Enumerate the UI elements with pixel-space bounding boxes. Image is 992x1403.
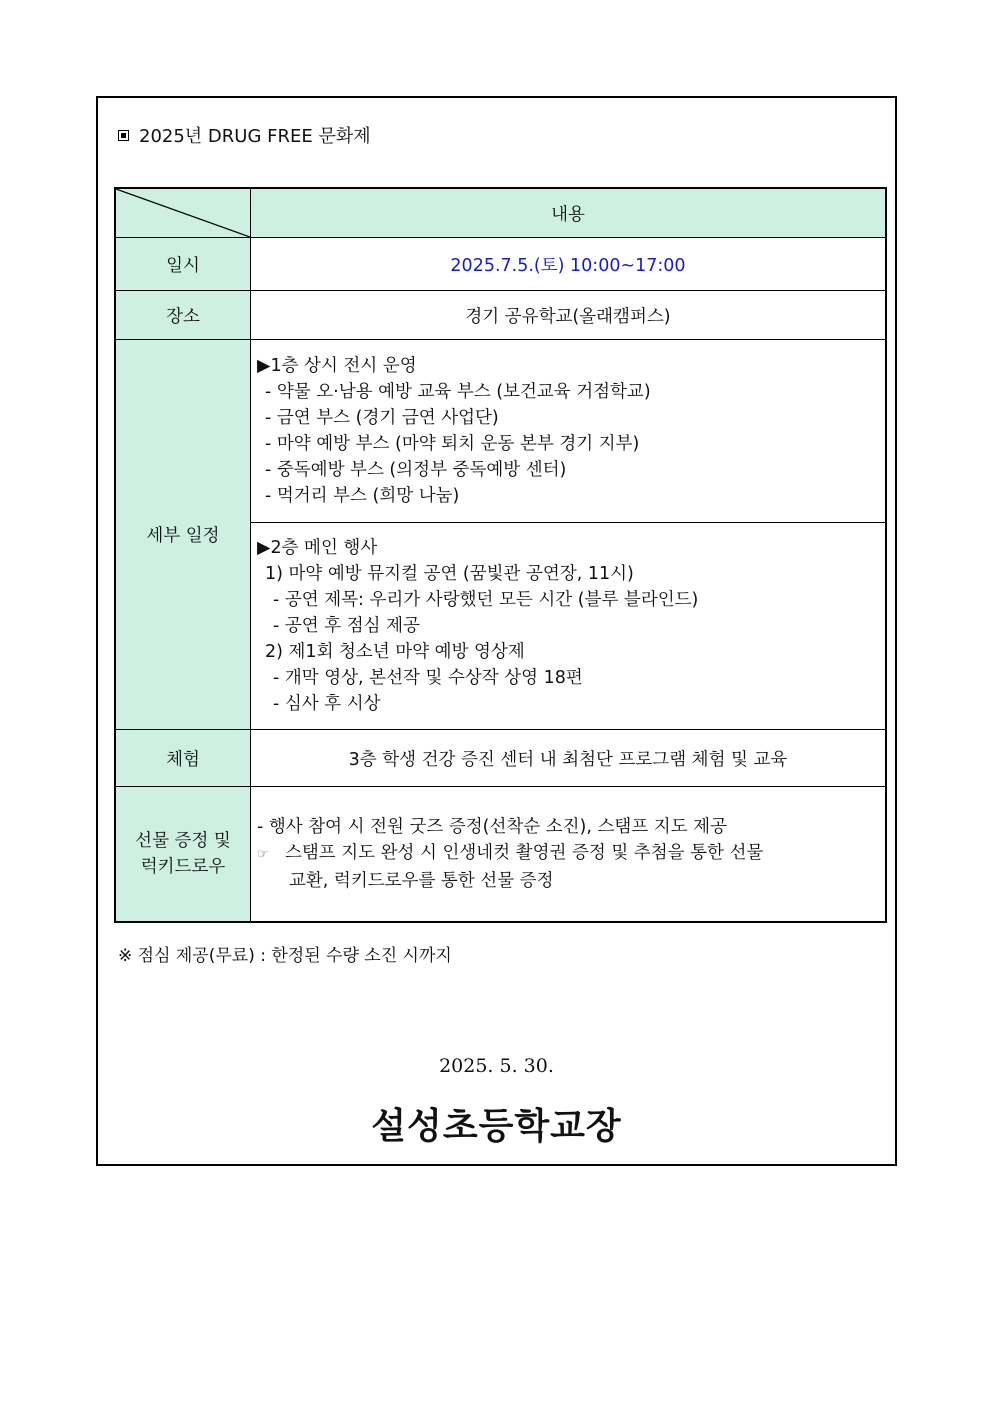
diagonal-corner-cell	[115, 188, 251, 238]
gifts-label-line2: 럭키드로우	[140, 857, 226, 877]
signer-name: 설성초등학교장	[371, 1106, 622, 1147]
venue-value: 경기 공유학교(올래캠퍼스)	[251, 291, 887, 340]
row-label-gifts	[115, 787, 251, 923]
title-text: 2025년 DRUG FREE 문화제	[139, 126, 371, 147]
table-row-datetime	[115, 238, 886, 291]
row-label-schedule: 세부 일정	[115, 340, 251, 730]
list-item: - 중독예방 부스 (의정부 중독예방 센터)	[265, 460, 567, 480]
gifts-line2: 스탬프 지도 완성 시 인생네컷 촬영권 증정 및 추첨을 통한 선물	[285, 843, 764, 863]
list-item: - 공연 후 점심 제공	[273, 616, 420, 636]
row-label-datetime: 일시	[115, 238, 251, 291]
gifts-content	[251, 787, 887, 923]
gifts-line1: - 행사 참여 시 전원 굿즈 증정(선착순 소진), 스탬프 지도 제공	[257, 817, 727, 837]
diagonal-line-icon	[116, 189, 250, 237]
row-label-venue: 장소	[115, 291, 251, 340]
list-item: - 금연 부스 (경기 금연 사업단)	[265, 408, 499, 428]
row-label-experience: 체험	[115, 730, 251, 787]
list-item: - 심사 후 시상	[273, 694, 381, 714]
list-item: - 먹거리 부스 (희망 나눔)	[265, 486, 460, 506]
list-item: - 공연 제목: 우리가 사랑했던 모든 시간 (블루 블라인드)	[273, 590, 699, 610]
document-frame	[96, 96, 897, 1166]
gifts-label-line1: 선물 증정 및	[135, 831, 231, 851]
list-item: - 마약 예방 부스 (마약 퇴치 운동 본부 경기 지부)	[265, 434, 640, 454]
pointing-hand-icon: ☞	[257, 847, 269, 862]
sub-heading: 1) 마약 예방 뮤지컬 공연 (꿈빛관 공연장, 11시)	[265, 564, 634, 584]
lunch-note: ※ 점심 제공(무료) : 한정된 수량 소진 시까지	[118, 946, 452, 966]
datetime-value: 2025.7.5.(토) 10:00~17:00	[251, 238, 887, 291]
list-item: - 약물 오·남용 예방 교육 부스 (보건교육 거점학교)	[265, 382, 651, 402]
gifts-line3: 교환, 럭키드로우를 통한 선물 증정	[289, 871, 554, 891]
experience-value: 3층 학생 건강 증진 센터 내 최첨단 프로그램 체험 및 교육	[251, 730, 887, 787]
square-bullet-icon	[118, 130, 129, 141]
table-row-experience	[115, 730, 886, 787]
event-table	[114, 187, 887, 923]
table-row-gifts	[115, 787, 886, 923]
content-header: 내용	[251, 188, 887, 238]
document-title	[118, 122, 371, 148]
floor2-schedule	[251, 523, 887, 730]
list-item: - 개막 영상, 본선작 및 수상작 상영 18편	[273, 668, 583, 688]
floor1-schedule	[251, 340, 887, 523]
table-header-row	[115, 188, 886, 238]
gifts-line2-wrap	[257, 840, 879, 868]
sub-heading: 2) 제1회 청소년 마약 예방 영상제	[265, 642, 525, 662]
floor1-heading: ▶1층 상시 전시 운영	[257, 356, 417, 376]
table-row-schedule-floor1	[115, 340, 886, 523]
floor2-heading: ▶2층 메인 행사	[257, 538, 378, 558]
issue-date: 2025. 5. 30.	[439, 1055, 554, 1077]
table-row-venue	[115, 291, 886, 340]
